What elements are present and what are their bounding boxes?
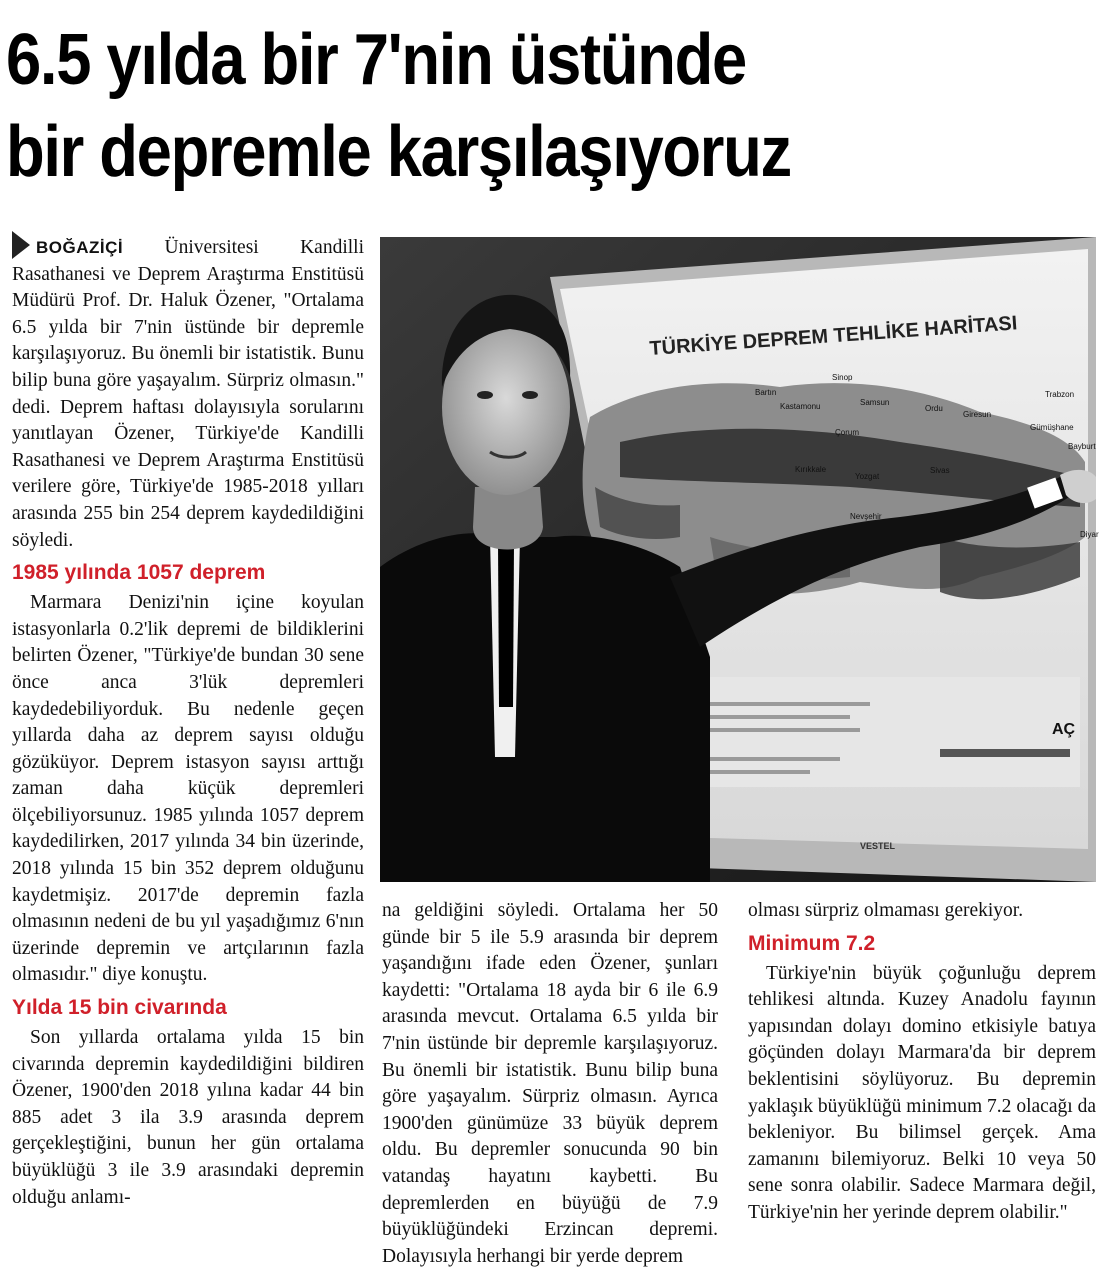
article-column-3 xyxy=(748,898,1096,1227)
city-label: Kastamonu xyxy=(780,402,821,411)
city-label: Yozgat xyxy=(855,472,880,481)
city-label: Sivas xyxy=(930,466,950,475)
city-label: Bartın xyxy=(755,388,777,397)
photo-illustration xyxy=(380,237,1099,882)
paragraph-minimum: Türkiye'nin büyük çoğunluğu deprem tehlikesi altında. Kuzey Anadolu fayının yapısından dolayı domino etkisiyle batıya göçünden dolayı Marmara'da bir deprem beklentisini söylüyoruz. Bu depremin yaklaşık büyüklüğü minimum 7.2 olacağı da bekleniyor. Bu bilimsel gerçek. Ama zamanını bilemiyoruz. Belki 10 veya 50 sene sonra olabilir. Sadece Marmara değil, Türkiye'nin her yerinde deprem olabilir." xyxy=(748,962,1096,1223)
paragraph-marmara: Marmara Denizi'nin içine koyulan istasyonlarla 0.2'lik depremi de bildiklerini belirten Özener, "Türkiye'de bundan 30 sene önce anca 3'lük depremleri kaydedebiliyorduk. Bu nedenle geçen yıllarda daha az deprem sayısı olduğu gözüküyor. Deprem istasyon sayısı arttığı zaman daha küçük depremleri ölçebiliyorsunuz. 1985 yılında 1057 deprem kaydedilirken, 2017 yılında 34 bin üzerinde, 2018 yılında 15 bin 352 deprem olduğunu kaydetmişiz. 2017'de depremin fazla olmasının nedeni de bu yıl yaşadığımız 6'nın üzerinde depremin ve artçılarının fazla olmasıdır." diye konuştu. xyxy=(12,592,364,986)
city-label: Sinop xyxy=(832,373,853,382)
headline-line-1: 6.5 yılda bir 7'nin üstünde xyxy=(6,20,746,100)
paragraph-continued-2: olması sürpriz olmaması gerekiyor. xyxy=(748,900,1024,921)
city-label: Samsun xyxy=(860,398,890,407)
lead-word: BOĞAZİÇİ xyxy=(36,238,124,257)
subheading-1985: 1985 yılında 1057 deprem xyxy=(12,561,266,585)
headline xyxy=(6,14,970,198)
city-label: Gümüşhane xyxy=(1030,423,1074,432)
city-label: Diyar xyxy=(1080,530,1099,539)
city-label: Giresun xyxy=(963,410,992,419)
intro-paragraph xyxy=(12,231,364,554)
tv-brand: VESTEL xyxy=(860,841,896,851)
city-label: Nevşehir xyxy=(850,512,882,521)
city-label: Kırıkkale xyxy=(795,465,827,474)
city-label: Bayburt xyxy=(1068,442,1096,451)
article-photo xyxy=(380,237,1099,882)
city-label: Ordu xyxy=(925,404,943,413)
city-label: Trabzon xyxy=(1045,390,1075,399)
subheading-minimum: Minimum 7.2 xyxy=(748,931,876,955)
lead-arrow-icon xyxy=(12,231,30,259)
map-title: TÜRKİYE DEPREM TEHLİKE HARİTASI xyxy=(648,312,1018,360)
paragraph-continued: na geldiğini söyledi. Ortalama her 50 günde bir 5 ile 5.9 arasında bir deprem yaşandığını ifade eden Özener, şunları kaydetti: "Ortalama 18 ayda bir 6 ile 6.9 arasında mevcut. Ortalama 6.5 yılda bir 7'nin üstünde bir depremle karşılaşıyoruz. Bu önemli bir istatistik. Bunu bilip buna göre yaşayalım. Sürpriz olmasın. Ayrıca 1900'den günümüze 33 büyük deprem oldu. Bu depremler sonucunda 90 bin vatandaş hayatını kaybetti. Bu depremlerden en büyüğü de 7.9 büyüklüğündeki Erzincan depremi. Dolayısıyla herhangi bir yerde deprem xyxy=(382,900,718,1267)
article-column-1 xyxy=(12,231,364,1211)
subheading-yearly: Yılda 15 bin civarında xyxy=(12,996,227,1020)
city-label: Çorum xyxy=(835,428,860,437)
legend-partial-title: AÇ xyxy=(1052,721,1076,738)
intro-text: Üniversitesi Kandilli Rasathanesi ve Deprem Araştırma Enstitüsü Müdürü Prof. Dr. Haluk Özener, "Ortalama 6.5 yılda bir 7'nin üstünde bir depremle karşılaşıyoruz. Bu önemli bir istatistik. Bunu bilip buna göre yaşayalım. Sürpriz olmasın." dedi. Deprem haftası dolayısıyla sorularını yanıtlayan Özener, Türkiye'de Kandilli Rasathanesi ve Deprem Araştırma Enstitüsü verilere göre, Türkiye'de 1985-2018 yılları arasında 255 bin 254 deprem kaydedildiğini söyledi. xyxy=(12,237,364,551)
paragraph-yearly: Son yıllarda ortalama yılda 15 bin civarında depremin kaydedildiğini bildiren Özener, 1900'den 2018 yılına kadar 44 bin 885 adet 3 ila 3.9 arasında deprem gerçekleştiğini, bunun her gün ortalama büyüklüğü 3 ile 3.9 arasındaki depremin olduğu anlamı- xyxy=(12,1027,364,1208)
headline-line-2: bir depremle karşılaşıyoruz xyxy=(6,112,791,192)
article-column-2 xyxy=(382,898,718,1270)
